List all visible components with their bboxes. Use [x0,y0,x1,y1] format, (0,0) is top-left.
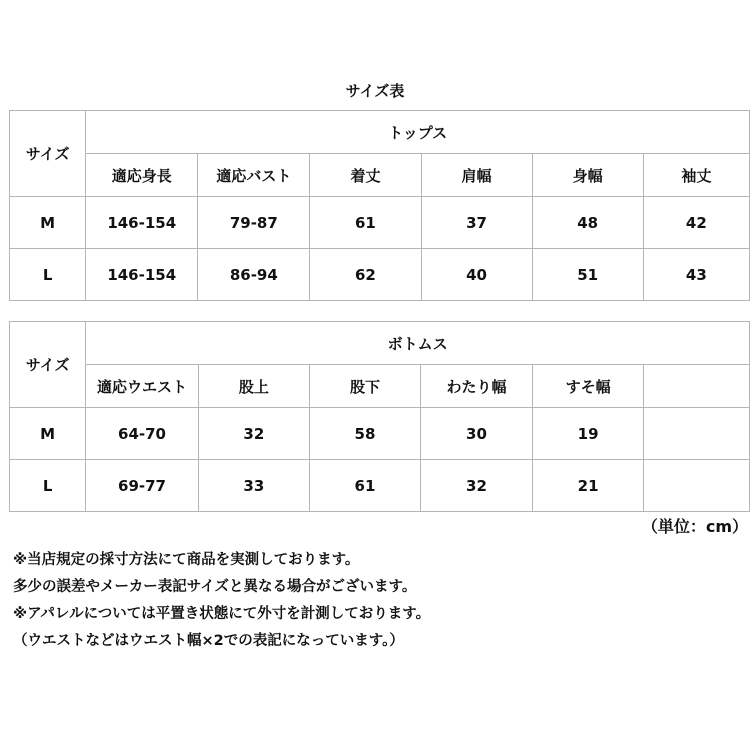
table-cell: 146-154 [86,197,198,249]
table-cell: 64-70 [86,408,199,460]
column-header: すそ幅 [532,365,643,408]
column-header: 股下 [309,365,420,408]
notes [13,547,430,655]
table-cell: 21 [532,460,643,512]
size-header-cell: サイズ [10,111,86,197]
table-cell: 69-77 [86,460,199,512]
table-cell: 32 [198,408,309,460]
table-cell: 79-87 [198,197,310,249]
table-cell: 51 [532,249,643,301]
table-cell [644,408,750,460]
table-cell [644,460,750,512]
table-row [10,408,750,460]
group-header-cell: トップス [86,111,750,154]
group-header-cell: ボトムス [86,322,750,365]
table-cell: 42 [643,197,749,249]
table-cell: 19 [532,408,643,460]
column-header: 着丈 [310,154,421,197]
table-cell: 62 [310,249,421,301]
table-cell: 48 [532,197,643,249]
table-cell: 86-94 [198,249,310,301]
table-cell: 33 [198,460,309,512]
tops-size-table [9,110,750,301]
note-line: ※アパレルについては平置き状態にて外寸を計測しております。 [13,606,431,622]
size-label: M [10,408,86,460]
column-header: 股上 [198,365,309,408]
column-header: 肩幅 [421,154,532,197]
table-row [10,249,750,301]
column-header [644,365,750,408]
table-cell: 146-154 [86,249,198,301]
table-cell: 40 [421,249,532,301]
table-cell: 43 [643,249,749,301]
column-header: わたり幅 [421,365,533,408]
page-title: サイズ表 [345,82,405,100]
table-row [10,197,750,249]
table-cell: 58 [309,408,420,460]
bottoms-size-table [9,321,750,512]
size-label: L [10,460,86,512]
column-header: 袖丈 [643,154,749,197]
note-line: ※当店規定の採寸方法にて商品を実測しております。 [13,552,360,568]
table-cell: 37 [421,197,532,249]
column-header: 身幅 [532,154,643,197]
size-label: L [10,249,86,301]
table-cell: 61 [310,197,421,249]
note-line: 多少の誤差やメーカー表記サイズと異なる場合がございます。 [13,579,417,595]
size-header-cell: サイズ [10,322,86,408]
column-header: 適応ウエスト [86,365,199,408]
table-cell: 30 [421,408,533,460]
table-cell: 32 [421,460,533,512]
note-line: （ウエストなどはウエスト幅×2での表記になっています。） [13,633,404,649]
table-cell: 61 [309,460,420,512]
size-label: M [10,197,86,249]
table-row [10,460,750,512]
unit-label: （単位：cm） [641,517,748,536]
column-header: 適応身長 [86,154,198,197]
column-header: 適応バスト [198,154,310,197]
